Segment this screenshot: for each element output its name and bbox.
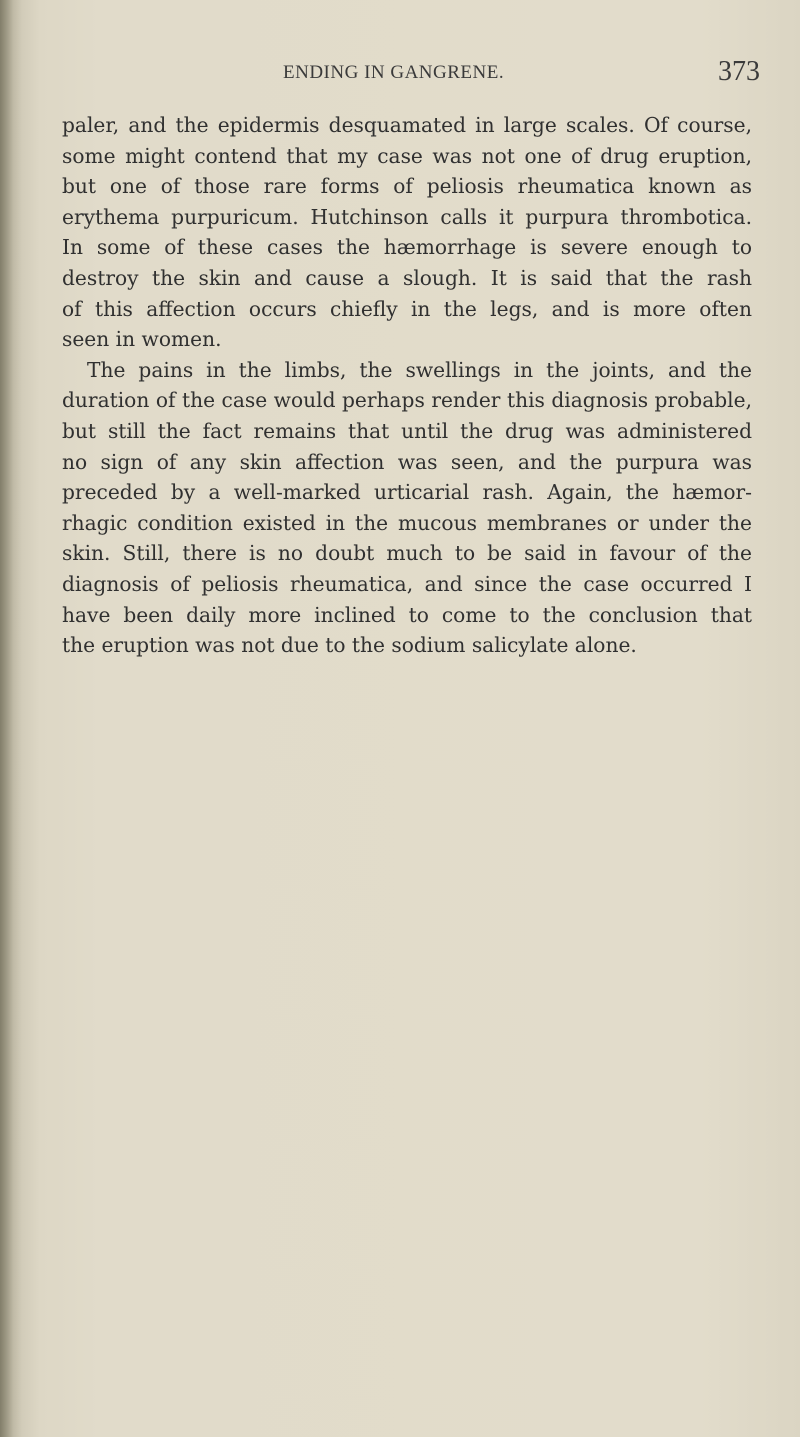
running-head-title: ENDING IN GANGRENE. [283,62,505,83]
text-line: no sign of any skin affection was seen, and the purpura was [62,449,752,474]
text-line: paler, and the epidermis desquamated in large scales. Of course, [62,113,752,137]
text-line: erythema purpuricum. Hutchinson calls it purpura thrombotica. [62,204,752,229]
text-line: The pains in the limbs, the swellings in the joints, and the [87,357,752,382]
binding-shadow [0,0,22,1437]
text-line: In some of these cases the hæmorrhage is severe enough to [62,235,752,260]
text-line: preceded by a well-marked urticarial rash. Again, the hæmor- [62,480,752,505]
page-number: 373 [718,56,760,87]
text-line: some might contend that my case was not one of drug eruption, [62,143,752,168]
text-line: destroy the skin and cause a slough. It is said that the rash [62,265,752,290]
text-line: seen in women. [62,327,222,352]
body-text [62,110,752,661]
text-line: have been daily more inclined to come to the conclusion that [62,602,752,627]
paragraph-1 [62,110,752,355]
text-line: diagnosis of peliosis rheumatica, and since the case occurred I [62,571,752,596]
paragraph-2 [62,355,752,661]
text-line: duration of the case would perhaps render this diagnosis probable, [62,388,752,413]
text-line: skin. Still, there is no doubt much to be said in favour of the [62,541,752,566]
text-line: but still the fact remains that until the drug was administered [62,418,752,443]
text-line: but one of those rare forms of peliosis rheumatica known as [62,174,752,199]
text-line: rhagic condition existed in the mucous membranes or under the [62,510,752,535]
text-line: of this affection occurs chiefly in the legs, and is more often [62,296,752,321]
text-line: the eruption was not due to the sodium salicylate alone. [62,633,637,658]
running-head [0,56,800,96]
